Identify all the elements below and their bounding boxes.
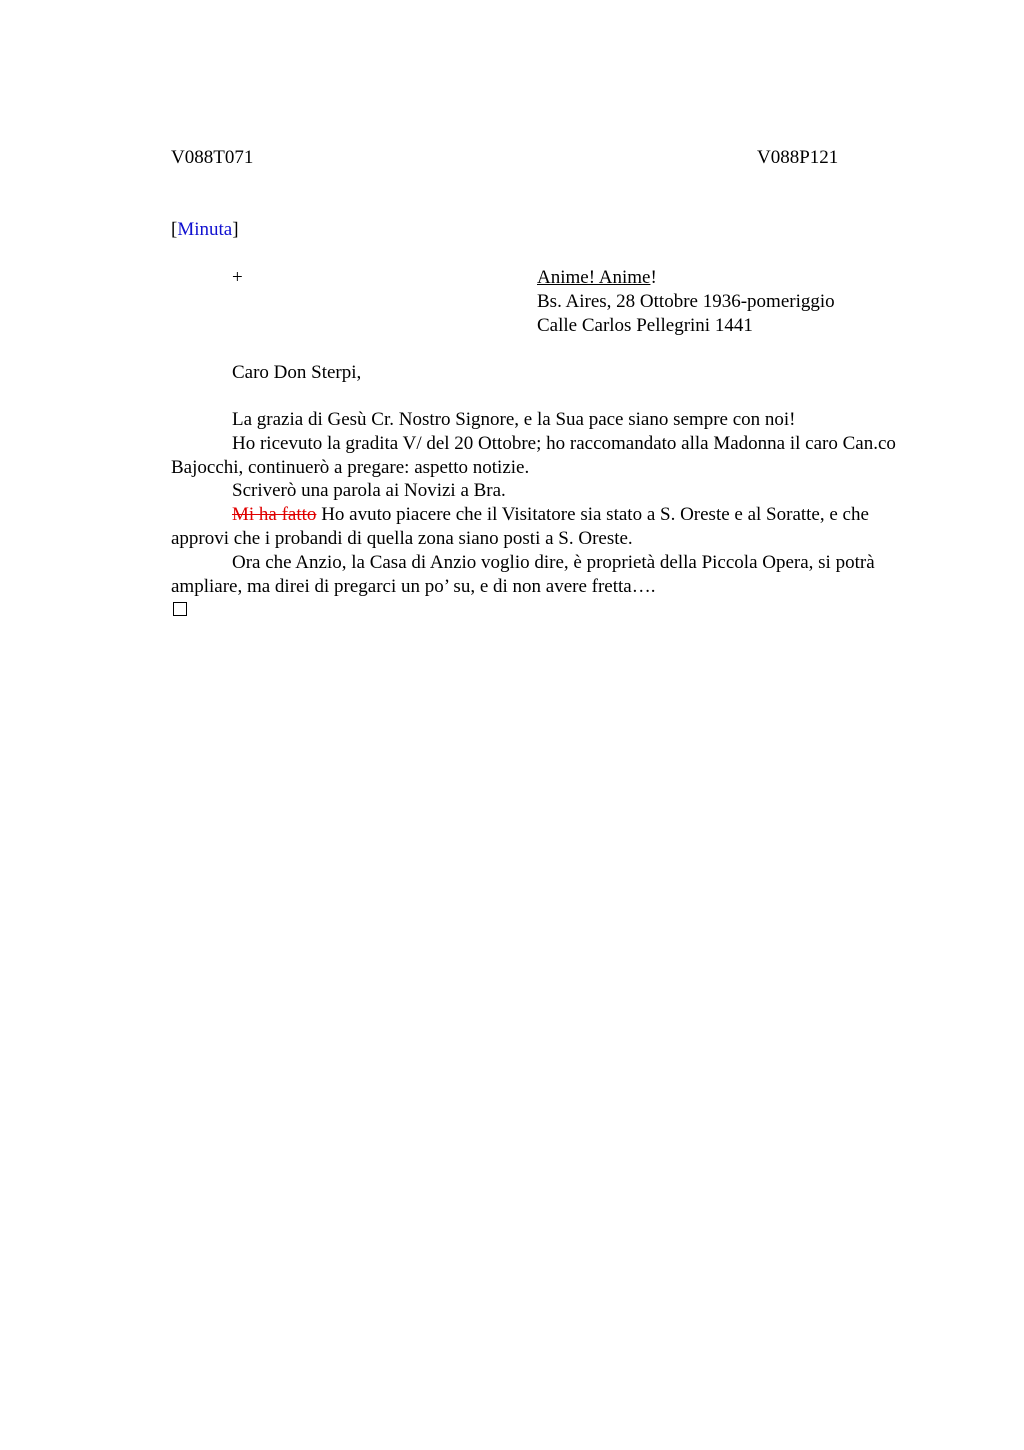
- paragraph-4: [171, 503, 931, 551]
- cross-symbol: +: [232, 267, 243, 288]
- draft-label: [171, 218, 239, 242]
- draft-label-text: Minuta: [177, 219, 233, 240]
- paragraph-4-text: Ho avuto piacere che il Visitatore sia stato a S. Oreste e al Soratte, e che approvi che i probandi di quella zona siano posti a S. Oreste.: [171, 504, 869, 549]
- square-box-icon: [173, 602, 187, 616]
- letter-heading: [537, 266, 835, 338]
- draft-label-open-bracket: [: [171, 219, 178, 240]
- letter-body: [171, 408, 931, 598]
- salutation: Caro Don Sterpi,: [232, 362, 362, 383]
- paragraph-1: La grazia di Gesù Cr. Nostro Signore, e la Sua pace siano sempre con noi!: [232, 409, 796, 430]
- motto-underlined: Anime! Anime: [537, 267, 651, 288]
- struck-deletion: Mi ha fatto: [232, 504, 317, 526]
- paragraph-2: Ho ricevuto la gradita V/ del 20 Ottobre; ho raccomandato alla Madonna il caro Can.co Bajocchi, continuerò a pregare: aspetto notizie.: [171, 432, 896, 478]
- motto: [537, 266, 835, 290]
- paragraph-3: Scriverò una parola ai Novizi a Bra.: [232, 480, 506, 502]
- draft-label-close-bracket: ]: [232, 219, 239, 240]
- paragraph-5: Ora che Anzio, la Casa di Anzio voglio dire, è proprietà della Piccola Opera, si potrà ampliare, ma direi di pregarci un po’ su, e di non avere fretta….: [171, 551, 875, 597]
- document-code-left: V088T071: [171, 147, 254, 168]
- address: Calle Carlos Pellegrini 1441: [537, 315, 753, 336]
- motto-exclamation: !: [650, 267, 657, 288]
- place-date: Bs. Aires, 28 Ottobre 1936-pomeriggio: [537, 291, 835, 312]
- document-code-right: V088P121: [757, 147, 839, 168]
